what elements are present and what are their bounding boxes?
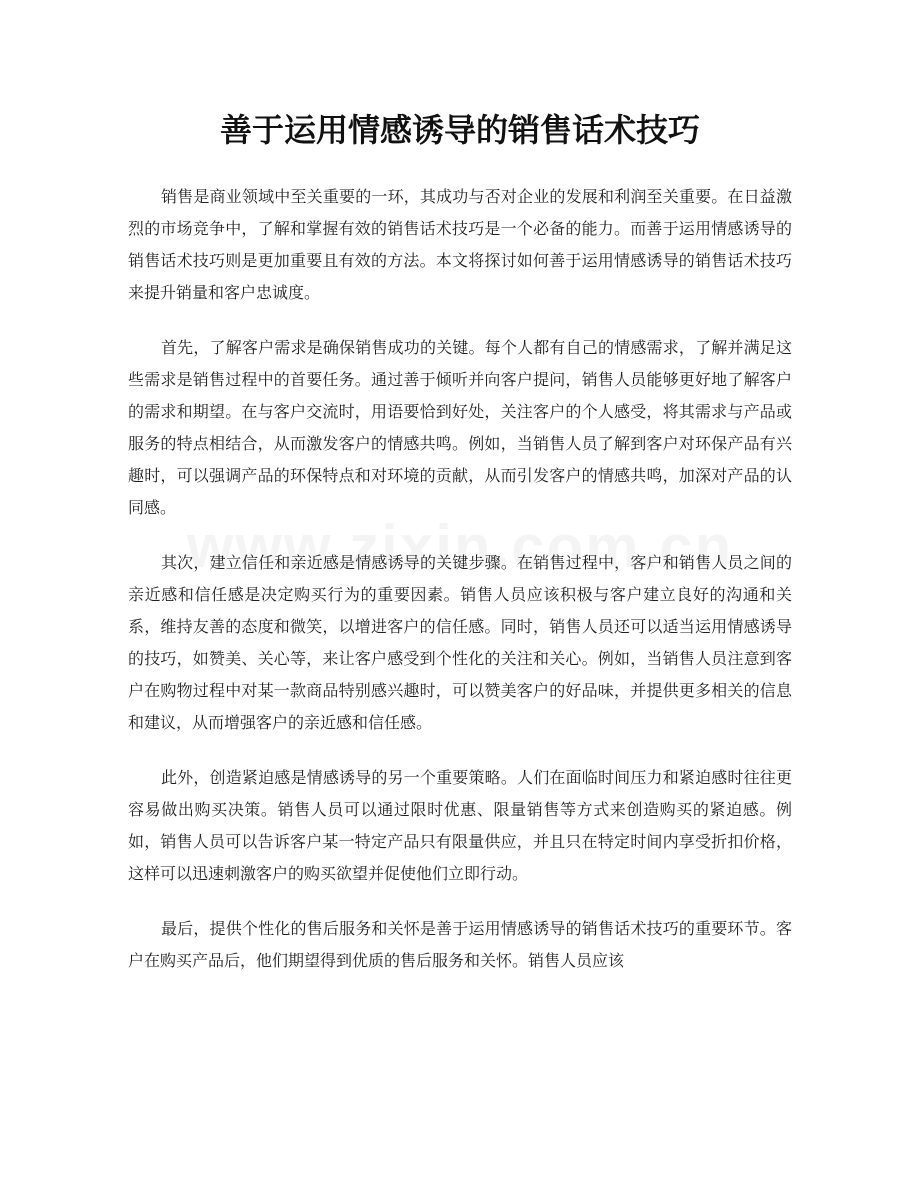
page-title: 善于运用情感诱导的销售话术技巧 — [219, 111, 700, 149]
paragraph-trust: 其次，建立信任和亲近感是情感诱导的关键步骤。在销售过程中，客户和销售人员之间的亲近感和信任感是决定购买行为的重要因素。销售人员应该积极与客户建立良好的沟通和关系，维持友善的态度和微笑，以增进客户的信任感。同时，销售人员还可以适当运用情感诱导的技巧，如赞美、关心等，来让客户感受到个性化的关注和关心。例如，当销售人员注意到客户在购物过程中对某一款商品特别感兴趣时，可以赞美客户的好品味，并提供更多相关的信息和建议，从而增强客户的亲近感和信任感。 — [128, 553, 792, 732]
paragraph-urgency: 此外，创造紧迫感是情感诱导的另一个重要策略。人们在面临时间压力和紧迫感时往往更容易做出购买决策。销售人员可以通过限时优惠、限量销售等方式来创造购买的紧迫感。例如，销售人员可以告诉客户某一特定产品只有限量供应，并且只在特定时间内享受折扣价格，这样可以迅速刺激客户的购买欲望并促使他们立即行动。 — [128, 768, 792, 883]
document-body — [128, 181, 792, 1000]
paragraph-customer-needs: 首先，了解客户需求是确保销售成功的关键。每个人都有自己的情感需求，了解并满足这些需求是销售过程中的首要任务。通过善于倾听并向客户提问，销售人员能够更好地了解客户的需求和期望。在与客户交流时，用语要恰到好处，关注客户的个人感受，将其需求与产品或服务的特点相结合，从而激发客户的情感共鸣。例如，当销售人员了解到客户对环保产品有兴趣时，可以强调产品的环保特点和对环境的贡献，从而引发客户的情感共鸣，加深对产品的认同感。 — [128, 338, 792, 517]
paragraph-intro: 销售是商业领域中至关重要的一环，其成功与否对企业的发展和利润至关重要。在日益激烈的市场竞争中，了解和掌握有效的销售话术技巧是一个必备的能力。而善于运用情感诱导的销售话术技巧则是更加重要且有效的方法。本文将探讨如何善于运用情感诱导的销售话术技巧来提升销量和客户忠诚度。 — [128, 187, 792, 302]
paragraph-after-sales: 最后，提供个性化的售后服务和关怀是善于运用情感诱导的销售话术技巧的重要环节。客户在购买产品后，他们期望得到优质的售后服务和关怀。销售人员应该 — [128, 919, 792, 970]
